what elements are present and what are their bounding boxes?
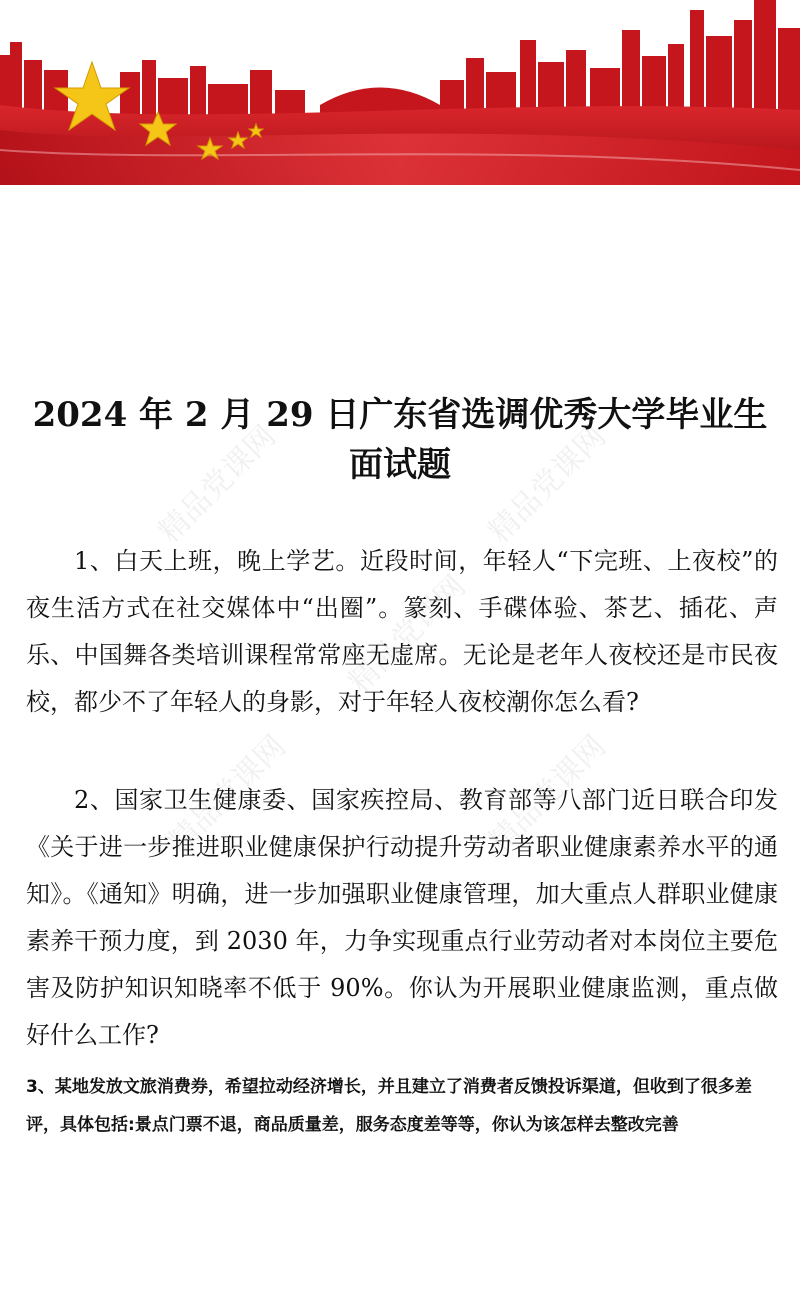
watermark: 精品党课网 [162, 729, 293, 860]
document-title [0, 390, 800, 490]
watermark: 精品党课网 [482, 419, 613, 550]
watermark: 精品党课网 [342, 569, 473, 700]
question-2: 2、国家卫生健康委、国家疾控局、教育部等八部门近日联合印发《关于进一步推进职业健康保护行动提升劳动者职业健康素养水平的通知》。《通知》明确，进一步加强职业健康管理，加大重点人群职业健康素养干预力度，到 2030 年，力争实现重点行业劳动者对本岗位主要危害及防护知识知晓率不低于 90%。你认为开展职业健康监测，重点做好什么工作? [26, 786, 778, 1049]
watermark: 精品党课网 [482, 729, 613, 860]
title-line-1: 2024 年 2 月 29 日广东省选调优秀大学毕业生 [32, 395, 768, 435]
header-banner [0, 0, 800, 185]
city-skyline-banner [0, 0, 800, 185]
title-line-2: 面试题 [349, 445, 451, 485]
watermark: 精品党课网 [152, 419, 283, 550]
question-3: 3、某地发放文旅消费券，希望拉动经济增长，并且建立了消费者反馈投诉渠道，但收到了很多差评，具体包括:景点门票不退，商品质量差，服务态度差等等，你认为该怎样去整改完善 [26, 1077, 752, 1135]
question-1: 1、白天上班，晚上学艺。近段时间，年轻人“下完班、上夜校”的夜生活方式在社交媒体中“出圈”。篆刻、手碟体验、茶艺、插花、声乐、中国舞各类培训课程常常座无虚席。无论是老年人夜校还是市民夜校，都少不了年轻人的身影，对于年轻人夜校潮你怎么看? [26, 547, 778, 716]
